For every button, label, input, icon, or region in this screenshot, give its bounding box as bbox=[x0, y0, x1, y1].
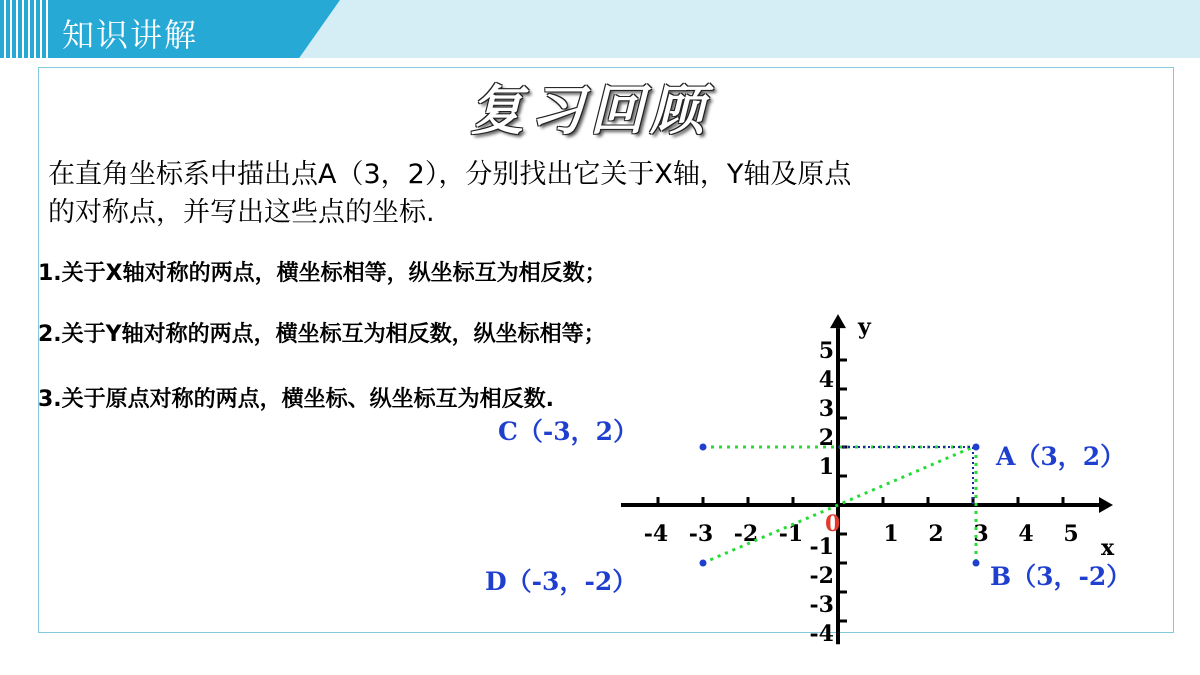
question-line-2: 的对称点，并写出这些点的坐标. bbox=[48, 197, 435, 228]
question-line-1: 在直角坐标系中描出点A（3，2），分别找出它关于X轴，Y轴及原点 bbox=[48, 159, 852, 190]
y-axis-arrow bbox=[830, 314, 846, 328]
point-b bbox=[973, 560, 980, 567]
y-axis-label: y bbox=[858, 314, 871, 341]
origin-label: 0 bbox=[825, 511, 841, 537]
point-label-c: C（-3，2） bbox=[498, 417, 639, 446]
x-tick-label: 1 bbox=[883, 521, 899, 547]
rule-x-axis: 1.关于X轴对称的两点，横坐标相等，纵坐标互为相反数； bbox=[38, 261, 607, 286]
x-tick-label: -2 bbox=[733, 521, 759, 547]
point-label-a: A（3，2） bbox=[996, 442, 1126, 471]
y-tick-label: -1 bbox=[809, 534, 834, 560]
x-tick-label: 4 bbox=[1018, 521, 1034, 547]
y-tick-label: 2 bbox=[818, 425, 834, 451]
point-c bbox=[700, 444, 707, 451]
x-tick-label: -3 bbox=[688, 521, 714, 547]
x-tick-label: -1 bbox=[778, 521, 804, 547]
x-axis-label: x bbox=[1101, 535, 1115, 561]
x-tick-label: 3 bbox=[973, 521, 989, 547]
review-title: 复习回顾 bbox=[470, 78, 710, 142]
y-tick-label: -4 bbox=[809, 621, 834, 647]
point-label-b: B（3，-2） bbox=[990, 562, 1132, 591]
x-axis-arrow bbox=[1099, 497, 1113, 513]
x-tick-label: 2 bbox=[928, 521, 944, 547]
y-tick-label: 3 bbox=[818, 396, 834, 422]
y-tick-label: 4 bbox=[818, 367, 834, 393]
point-d bbox=[700, 560, 707, 567]
y-tick-label: -3 bbox=[809, 592, 834, 618]
y-tick-label: 1 bbox=[818, 454, 834, 480]
y-tick-label: -2 bbox=[809, 563, 834, 589]
y-tick-label: 5 bbox=[818, 338, 834, 364]
rule-y-axis: 2.关于Y轴对称的两点，横坐标互为相反数，纵坐标相等； bbox=[38, 322, 606, 347]
x-tick-label: 5 bbox=[1063, 521, 1079, 547]
point-label-d: D（-3，-2） bbox=[485, 567, 638, 596]
x-tick-label: -4 bbox=[643, 521, 669, 547]
rule-origin: 3.关于原点对称的两点，横坐标、纵坐标互为相反数. bbox=[38, 387, 555, 412]
section-title: 知识讲解 bbox=[62, 16, 199, 54]
point-a bbox=[973, 444, 980, 451]
